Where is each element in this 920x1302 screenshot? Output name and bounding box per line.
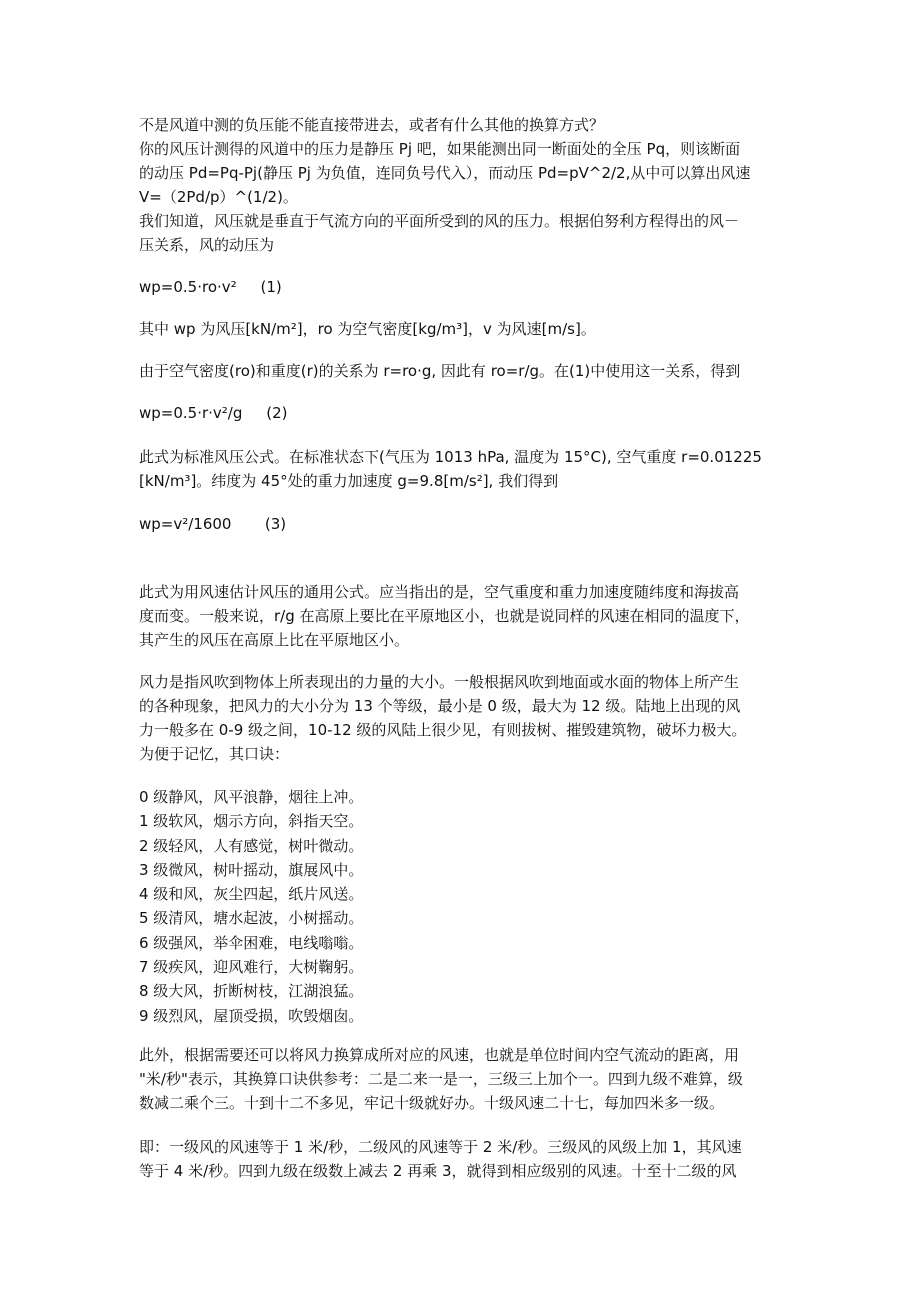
formula-1: wp=0.5·ro·v² (1) bbox=[139, 278, 282, 296]
text-line: 我们知道，风压就是垂直于气流方向的平面所受到的风的压力。根据伯努利方程得出的风－ bbox=[139, 212, 740, 230]
list-item: 7 级疾风，迎风难行，大树鞠躬。 bbox=[139, 958, 364, 977]
text-line: [kN/m³]。纬度为 45°处的重力加速度 g=9.8[m/s²], 我们得到 bbox=[139, 472, 559, 490]
text-line: 风力是指风吹到物体上所表现出的力量的大小。一般根据风吹到地面或水面的物体上所产生 bbox=[139, 673, 740, 691]
wind-force-paragraph bbox=[139, 670, 779, 766]
definitions-paragraph bbox=[139, 317, 779, 341]
text-line: 即：一级风的风速等于 1 米/秒，二级风的风速等于 2 米/秒。三级风的风级上加 1，其风速 bbox=[139, 1138, 742, 1156]
text-line: 的各种现象，把风力的大小分为 13 个等级，最小是 0 级，最大为 12 级。陆地上出现的风 bbox=[139, 697, 741, 715]
list-item: 1 级软风，烟示方向，斜指天空。 bbox=[139, 812, 364, 831]
list-item: 8 级大风，折断树枝，江湖浪猛。 bbox=[139, 982, 364, 1001]
text-line: 压关系，风的动压为 bbox=[139, 236, 275, 254]
text-line: 此式为用风速估计风压的通用公式。应当指出的是，空气重度和重力加速度随纬度和海拔高 bbox=[139, 583, 740, 601]
text-line: 由于空气密度(ro)和重度(r)的关系为 r=ro·g, 因此有 ro=r/g。在(1)中使用这一关系，得到 bbox=[139, 362, 741, 380]
text-line: 力一般多在 0-9 级之间，10-12 级的风陆上很少见，有则拔树、摧毁建筑物，破坏力极大。 bbox=[139, 721, 747, 739]
list-item: 6 级强风，举伞困难，电线嗡嗡。 bbox=[139, 933, 364, 952]
list-item: 3 级微风，树叶摇动，旗展风中。 bbox=[139, 860, 364, 879]
text-line: 不是风道中测的负压能不能直接带进去，或者有什么其他的换算方式？ bbox=[139, 116, 605, 134]
text-line: 你的风压计测得的风道中的压力是静压 Pj 吧，如果能测出同一断面处的全压 Pq，则该断面 bbox=[139, 140, 741, 158]
text-line: 度而变。一般来说，r/g 在高原上要比在平原地区小，也就是说同样的风速在相同的温度下， bbox=[139, 607, 750, 625]
list-item: 2 级轻风，人有感觉，树叶微动。 bbox=[139, 836, 364, 855]
list-item: 0 级静风，风平浪静，烟往上冲。 bbox=[139, 788, 364, 806]
text-line: 数减二乘个三。十到十二不多见，牢记十级就好办。十级风速二十七，每加四米多一级。 bbox=[139, 1094, 725, 1112]
conversion-paragraph bbox=[139, 1043, 779, 1115]
text-line: "米/秒"表示，其换算口诀供参考：二是二来一是一，三级三上加个一。四到九级不难算，级 bbox=[139, 1070, 743, 1088]
text-line: 等于 4 米/秒。四到九级在级数上减去 2 再乘 3，就得到相应级别的风速。十至十二级的风 bbox=[139, 1162, 737, 1180]
list-item: 9 级烈风，屋顶受损，吹毁烟囱。 bbox=[139, 1006, 364, 1025]
list-item: 4 级和风，灰尘四起，纸片风送。 bbox=[139, 885, 364, 904]
formula-3: wp=v²/1600 (3) bbox=[139, 515, 287, 533]
explanation-paragraph bbox=[139, 1135, 779, 1183]
text-line: 此外，根据需要还可以将风力换算成所对应的风速，也就是单位时间内空气流动的距离，用 bbox=[139, 1046, 740, 1064]
density-relation-paragraph bbox=[139, 359, 779, 383]
list-item: 5 级清风，塘水起波，小树摇动。 bbox=[139, 909, 364, 928]
text-line: 其中 wp 为风压[kN/m²]，ro 为空气密度[kg/m³]，v 为风速[m/s]。 bbox=[139, 320, 596, 338]
general-paragraph bbox=[139, 580, 779, 652]
text-line: 为便于记忆，其口诀： bbox=[139, 745, 290, 763]
text-line: 的动压 Pd=Pq-Pj(静压 Pj 为负值，连同负号代入），而动压 Pd=pV^2/2,从中可以算出风速 bbox=[139, 164, 751, 182]
standard-paragraph bbox=[139, 445, 779, 493]
text-line: 此式为标准风压公式。在标准状态下(气压为 1013 hPa, 温度为 15°C), 空气重度 r=0.01225 bbox=[139, 448, 762, 466]
text-line: V=（2Pd/p）^(1/2)。 bbox=[139, 188, 298, 206]
formula-2: wp=0.5·r·v²/g (2) bbox=[139, 404, 288, 422]
text-line: 其产生的风压在高原上比在平原地区小。 bbox=[139, 631, 410, 649]
wind-grade-list bbox=[139, 785, 363, 1028]
intro-paragraph bbox=[139, 113, 779, 257]
